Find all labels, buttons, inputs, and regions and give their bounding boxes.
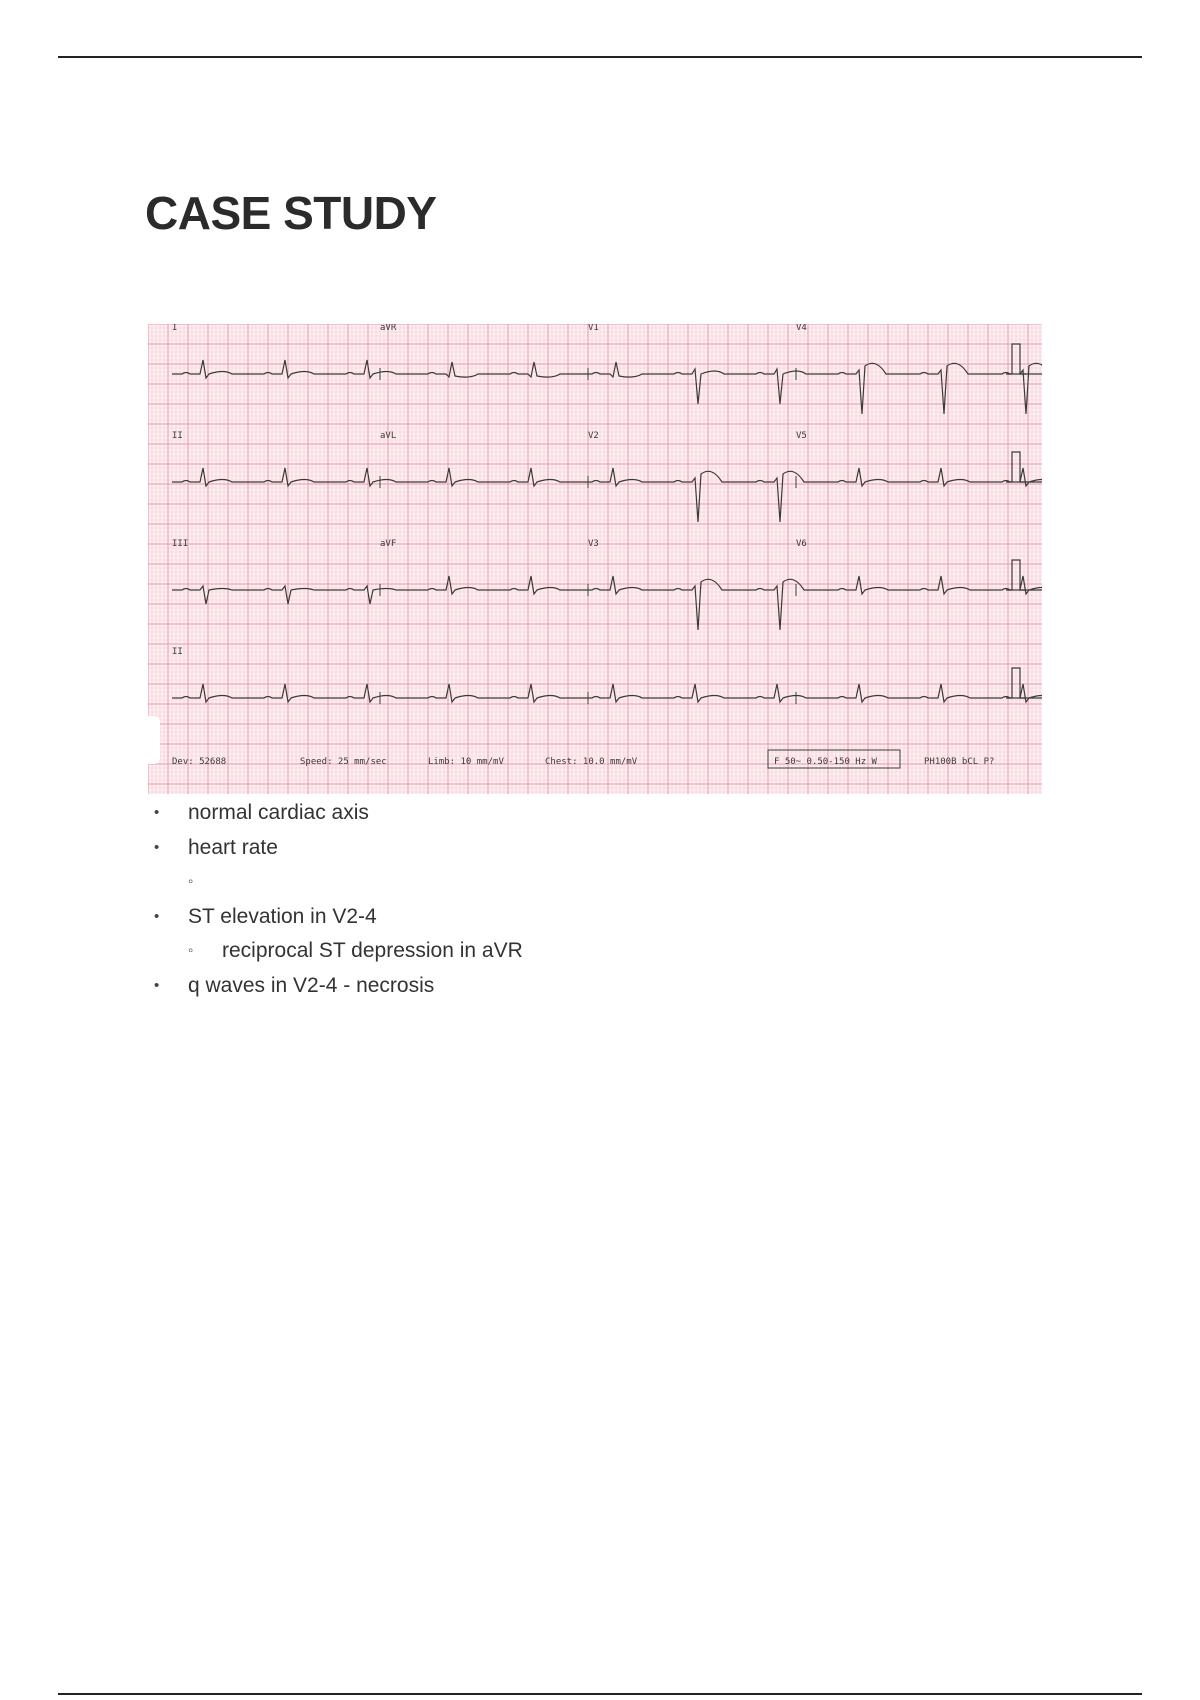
footer-filter: F 50~ 0.50-150 Hz W (774, 757, 877, 767)
lead-label-avr: aVR (380, 324, 397, 333)
header-rule (58, 56, 1142, 58)
list-item (150, 865, 523, 900)
lead-label-rhythm-ii: II (172, 647, 183, 657)
lead-label-avf: aVF (380, 539, 397, 549)
list-item-text: q waves in V2-4 - necrosis (188, 973, 435, 997)
lead-label-v2: V2 (588, 431, 599, 441)
lead-label-v1: V1 (588, 324, 599, 333)
page-title: CASE STUDY (145, 187, 437, 239)
footer-device: Dev: 52688 (172, 757, 227, 767)
lead-label-iii: III (172, 539, 189, 549)
list-item (150, 796, 523, 831)
list-item (150, 934, 523, 969)
list-item (150, 900, 523, 935)
footer-speed: Speed: 25 mm/sec (300, 757, 387, 767)
findings-list (150, 796, 523, 1003)
lead-label-ii: II (172, 431, 183, 441)
ecg-chart (148, 324, 1042, 794)
ecg-image (148, 324, 1042, 794)
footer-model: PH100B bCL P? (924, 757, 995, 767)
lead-label-v3: V3 (588, 539, 599, 549)
list-item (150, 831, 523, 866)
lead-label-v5: V5 (796, 431, 807, 441)
list-item-text: normal cardiac axis (188, 801, 369, 824)
list-item-text: reciprocal ST depression in aVR (222, 939, 523, 962)
bullet-marker: • (154, 907, 160, 925)
lead-label-v6: V6 (796, 539, 807, 549)
footer-rule (58, 1693, 1142, 1695)
lead-label-i: I (172, 324, 178, 333)
footer-limb: Limb: 10 mm/mV (428, 757, 504, 767)
list-item-text: ST elevation in V2-4 (188, 904, 377, 928)
image-notch (148, 716, 160, 764)
list-item-text: heart rate (188, 835, 278, 859)
bullet-marker: ◦ (188, 942, 194, 959)
lead-label-v4: V4 (796, 324, 807, 333)
lead-label-avl: aVL (380, 431, 397, 441)
bullet-marker: • (154, 838, 160, 856)
footer-chest: Chest: 10.0 mm/mV (545, 757, 638, 767)
bullet-marker: • (154, 976, 160, 994)
list-item (150, 969, 523, 1004)
bullet-marker: ◦ (188, 873, 194, 890)
bullet-marker: • (154, 804, 160, 821)
